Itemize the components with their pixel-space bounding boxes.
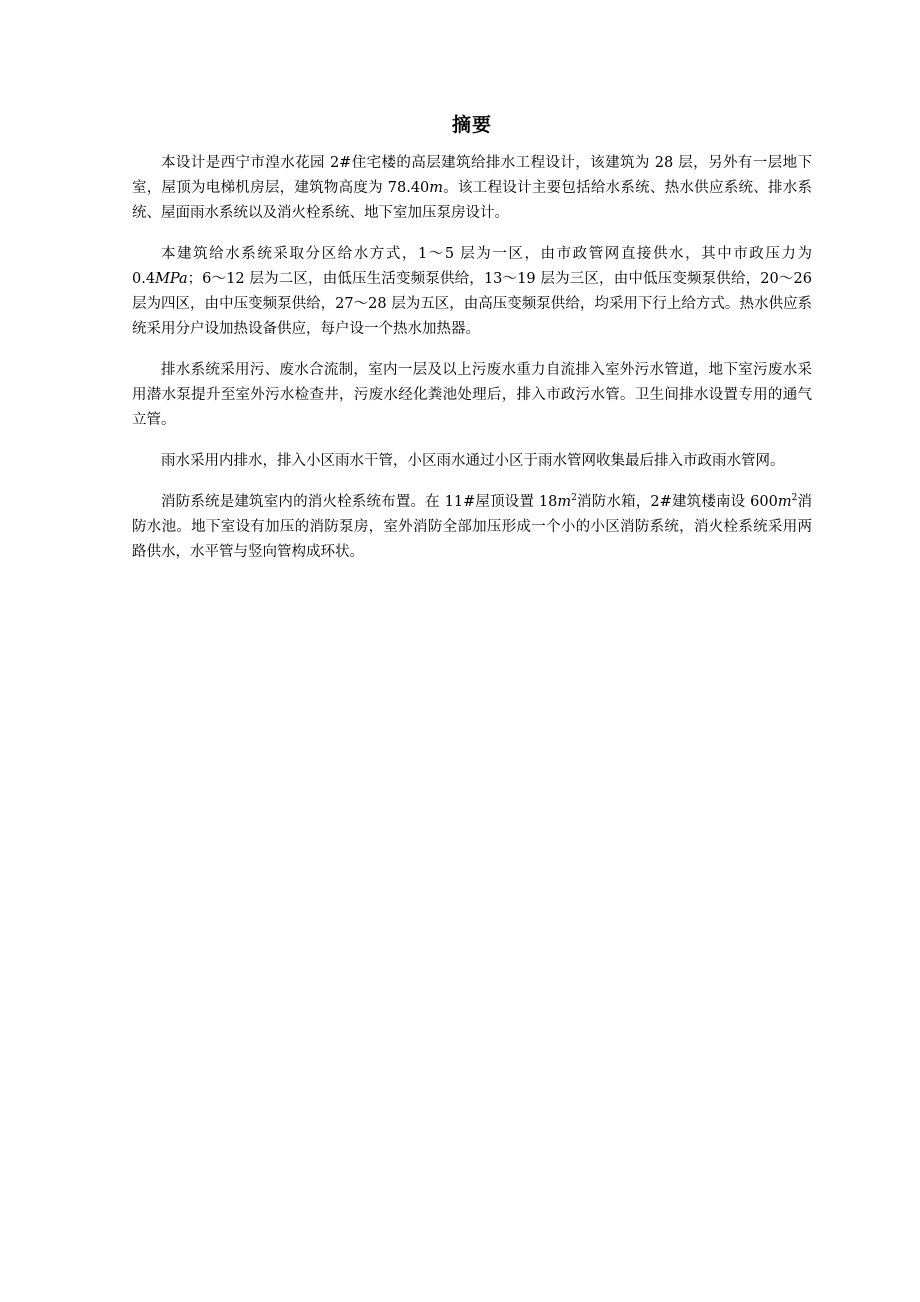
abstract-paragraph — [132, 242, 812, 342]
document-page — [132, 112, 812, 581]
text-run: 排水系统采用污、废水合流制，室内一层及以上污废水重力自流排入室外污水管道，地下室污废水采用潜水泵提升至室外污水检查井，污废水经化粪池处理后，排入市政污水管。卫生间排水设置专用的通气立管。 — [132, 362, 812, 428]
text-run: 消防水池。地下室设有加压的消防泵房，室外消防全部加压形成一个小的小区消防系统，消火栓系统采用两路供水，水平管与竖向管构成环状。 — [132, 494, 812, 560]
abstract-paragraph — [132, 490, 812, 565]
text-run: 。该工程设计主要包括给水系统、热水供应系统、排水系统、屋面雨水系统以及消火栓系统、地下室加压泵房设计。 — [132, 180, 812, 221]
abstract-paragraph — [132, 151, 812, 226]
text-run: 本建筑给水系统采取分区给水方式，1～5 层为一区，由市政管网直接供水，其中市政压力为 0.4 — [132, 246, 812, 287]
text-run: 2 — [571, 493, 577, 503]
text-run: 消防系统是建筑室内的消火栓系统布置。在 11#屋顶设置 18 — [161, 494, 558, 510]
abstract-paragraph — [132, 449, 812, 474]
text-run: 2 — [791, 493, 798, 503]
text-run: m — [429, 180, 444, 196]
text-run: m — [777, 494, 792, 510]
text-run: ；6～12 层为二区，由低压生活变频泵供给，13～19 层为三区，由中低压变频泵供给，20～26 层为四区，由中压变频泵供给，27～28 层为五区，由高压变频泵供给，均采用下行上给方式。热水供应系统采用分户设加热设备供应，每户设一个热水加热器。 — [132, 271, 812, 337]
abstract-body — [132, 151, 812, 565]
text-run: 雨水采用内排水，排入小区雨水干管，小区雨水通过小区于雨水管网收集最后排入市政雨水管网。 — [161, 453, 785, 469]
text-run: 消防水箱，2#建筑楼南设 600 — [576, 494, 778, 510]
text-run: 本设计是西宁市湟水花园 2#住宅楼的高层建筑给排水工程设计，该建筑为 28 层，另外有一层地下室，屋顶为电梯机房层，建筑物高度为 78.40 — [132, 155, 812, 196]
text-run: MPa — [155, 271, 188, 287]
abstract-title: 摘要 — [451, 114, 492, 136]
abstract-paragraph — [132, 358, 812, 433]
text-run: m — [557, 494, 572, 510]
